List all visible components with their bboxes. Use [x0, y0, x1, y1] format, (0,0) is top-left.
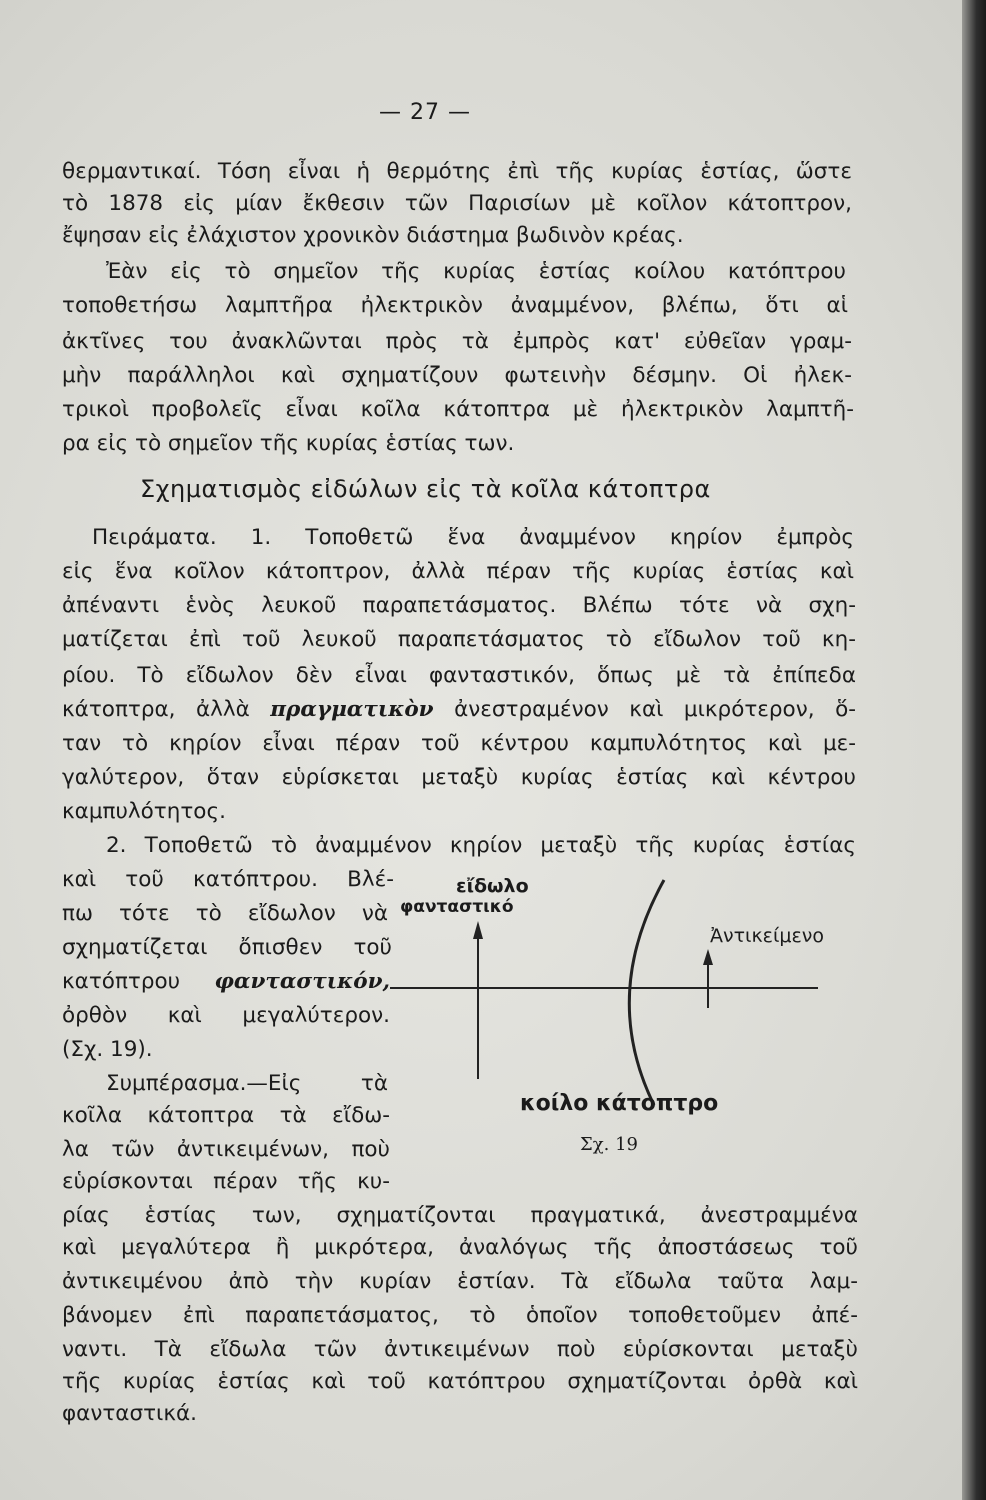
paragraph-line: τῆς κυρίας ἑστίας καὶ τοῦ κατόπτρου σχηματίζονται ὀρθὰ καὶ: [62, 1369, 858, 1394]
image-label-line1: εἴδωλο: [456, 875, 529, 897]
paragraph-line: καὶ μεγαλύτερα ἢ μικρότερα, ἀναλόγως τῆς ἀποστάσεως τοῦ: [62, 1235, 858, 1260]
paragraph-line: καὶ τοῦ κατόπτρου. Βλέ-: [62, 867, 394, 892]
paragraph-line: ματίζεται ἐπὶ τοῦ λευκοῦ παραπετάσματος τὸ εἴδωλον τοῦ κη-: [62, 627, 856, 652]
paragraph-line: ναντι. Τὰ εἴδωλα τῶν ἀντικειμένων ποὺ εὑρίσκονται μεταξὺ: [62, 1337, 858, 1362]
mirror-shape: [629, 880, 664, 1105]
text-run: κατόπτρου: [62, 969, 215, 994]
paragraph-line: ἀπέναντι ἑνὸς λευκοῦ παραπετάσματος. Βλέπω τότε νὰ σχη-: [62, 593, 856, 618]
page-number: — 27 —: [379, 100, 471, 125]
concave-mirror-figure: [388, 865, 858, 1165]
paragraph-line: τὸ 1878 εἰς μίαν ἔκθεσιν τῶν Παρισίων μὲ κοῖλον κάτοπτρον,: [62, 191, 852, 216]
paragraph-line: τοποθετήσω λαμπτῆρα ἠλεκτρικὸν ἀναμμένον, βλέπω, ὅτι αἱ: [62, 293, 848, 318]
emphasis-text: φανταστικόν,: [214, 969, 390, 994]
paragraph-line: Συμπέρασμα.—Εἰς τὰ: [106, 1071, 388, 1096]
paragraph-line: λα τῶν ἀντικειμένων, ποὺ: [62, 1137, 390, 1162]
mirror-label: κοίλο κάτοπτρο: [520, 1091, 719, 1116]
paragraph-line: σχηματίζεται ὄπισθεν τοῦ: [62, 935, 392, 960]
paragraph-line: πω τότε τὸ εἴδωλον νὰ: [62, 901, 388, 926]
paragraph-line: μὴν παράλληλοι καὶ σχηματίζουν φωτεινὴν δέσμην. Οἱ ἠλεκ-: [62, 363, 852, 388]
section-heading: Σχηματισμὸς εἰδώλων εἰς τὰ κοῖλα κάτοπτρα: [140, 475, 711, 503]
paragraph-line: Ἐὰν εἰς τὸ σημεῖον τῆς κυρίας ἑστίας κοίλου κατόπτρου: [106, 259, 846, 284]
paragraph-line: εἰς ἕνα κοῖλον κάτοπτρον, ἀλλὰ πέραν τῆς κυρίας ἑστίας καὶ: [62, 559, 854, 584]
object-arrow: [703, 949, 713, 1008]
paragraph-line: ὀρθὸν καὶ μεγαλύτερον.: [62, 1003, 390, 1028]
paragraph-line: ρίας ἑστίας των, σχηματίζονται πραγματικά, ἀνεστραμμένα: [62, 1203, 858, 1228]
paragraph-line: Πειράματα. 1. Τοποθετῶ ἕνα ἀναμμένον κηρίον ἐμπρὸς: [92, 525, 854, 550]
paragraph-line: εὑρίσκονται πέραν τῆς κυ-: [62, 1169, 390, 1194]
paragraph-line: ρα εἰς τὸ σημεῖον τῆς κυρίας ἑστίας των.: [62, 431, 515, 456]
figure-caption: Σχ. 19: [580, 1134, 638, 1155]
virtual-image-arrow: [473, 921, 483, 1079]
paragraph-line: [62, 966, 390, 998]
paragraph-line: [62, 694, 856, 726]
paragraph-line: ρίου. Τὸ εἴδωλον δὲν εἶναι φανταστικόν, ὅπως μὲ τὰ ἐπίπεδα: [62, 663, 856, 688]
paragraph-line: (Σχ. 19).: [62, 1037, 153, 1062]
paragraph-line: 2. Τοποθετῶ τὸ ἀναμμένον κηρίον μεταξὺ τῆς κυρίας ἑστίας: [106, 833, 856, 858]
paragraph-line: γαλύτερον, ὅταν εὑρίσκεται μεταξὺ κυρίας ἑστίας καὶ κέντρου: [62, 765, 856, 790]
image-label-line2: φανταστικό: [400, 897, 514, 917]
text-run: ἀνεστραμένον καὶ μικρότερον, ὅ-: [433, 697, 856, 722]
paragraph-line: ἀντικειμένου ἀπὸ τὴν κυρίαν ἑστίαν. Τὰ εἴδωλα ταῦτα λαμ-: [62, 1269, 858, 1294]
paragraph-line: βάνομεν ἐπὶ παραπετάσματος, τὸ ὁποῖον τοποθετοῦμεν ἀπέ-: [62, 1303, 858, 1328]
paragraph-line: τρικοὶ προβολεῖς εἶναι κοῖλα κάτοπτρα μὲ ἠλεκτρικὸν λαμπτῆ-: [62, 397, 854, 422]
paragraph-line: φανταστικά.: [62, 1401, 198, 1426]
page-binding-edge: [962, 0, 986, 1500]
text-run: κάτοπτρα, ἀλλὰ: [62, 697, 271, 722]
emphasis-text: πραγματικὸν: [270, 697, 434, 722]
object-label: Ἀντικείμενο: [710, 925, 824, 947]
paragraph-line: ἔψησαν εἰς ἐλάχιστον χρονικὸν διάστημα βωδινὸν κρέας.: [62, 223, 684, 248]
paragraph-line: καμπυλότητος.: [62, 799, 226, 824]
paragraph-line: κοῖλα κάτοπτρα τὰ εἴδω-: [62, 1103, 390, 1128]
paragraph-line: ἀκτῖνες του ἀνακλῶνται πρὸς τὰ ἐμπρὸς κατ' εὐθεῖαν γραμ-: [62, 329, 852, 354]
paragraph-line: θερμαντικαί. Τόση εἶναι ἡ θερμότης ἐπὶ τῆς κυρίας ἑστίας, ὥστε: [62, 159, 852, 184]
paragraph-line: ταν τὸ κηρίον εἶναι πέραν τοῦ κέντρου καμπυλότητος καὶ με-: [62, 731, 856, 756]
